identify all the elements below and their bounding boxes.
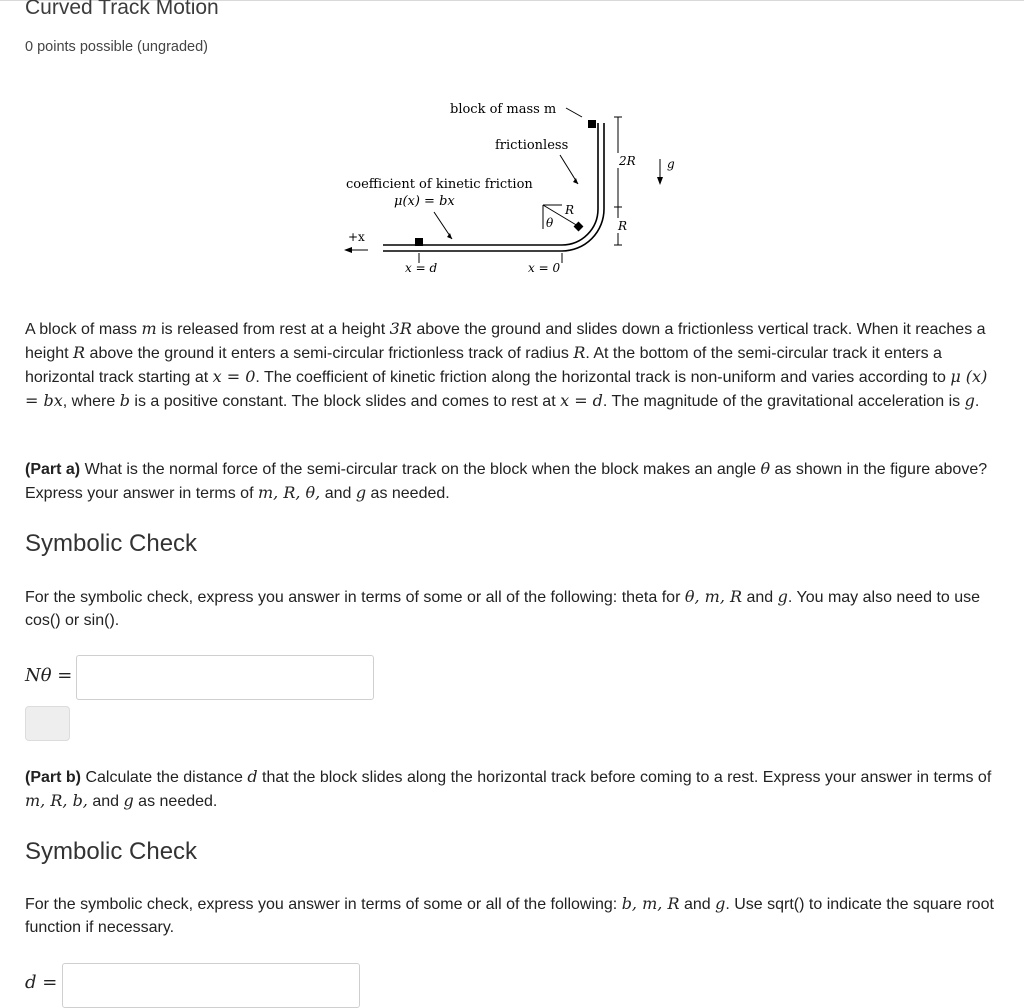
label-frictionless: frictionless — [495, 138, 569, 153]
part-a-question: (Part a) What is the normal force of the semi-circular track on the block when the block makes an angle θ as shown in the figure above? Express your answer in terms of m, R, θ, and g as needed. — [25, 459, 988, 502]
label-coefficient: coefficient of kinetic friction — [346, 177, 533, 192]
points-label: 0 points possible (ungraded) — [25, 39, 208, 55]
problem-statement: A block of mass m is released from rest at a height 3R above the ground and slides down a frictionless vertical track. When it reaches a height R above the ground it enters a semi-circular frictionless track of radius R. At the bottom of the semi-circular track it enters a horizontal track starting at x = 0. The coefficient of kinetic friction along the horizontal track is non-uniform and varies according to μ (x) = bx, where b is a positive constant. The block slides and comes to rest at x = d. The magnitude of the gravitational acceleration is g. — [25, 319, 988, 410]
label-theta: θ — [546, 216, 554, 230]
label-r-arc: R — [565, 203, 575, 217]
part-b-answer-input[interactable] — [62, 963, 360, 1008]
block-horizontal — [415, 238, 423, 246]
label-x-0: x = 0 — [528, 261, 561, 275]
part-b-section-title: Symbolic Check — [25, 838, 198, 865]
part-b-question: (Part b) Calculate the distance d that the block slides along the horizontal track before coming to a rest. Express your answer in terms of m, R, b, and g as needed. — [25, 767, 992, 810]
part-b-answer-label: d = — [25, 972, 58, 993]
label-block-mass: block of mass m — [450, 102, 557, 117]
label-2r: 2R — [619, 154, 636, 168]
label-x-d: x = d — [405, 261, 438, 275]
label-mu: μ(x) = bx — [394, 194, 455, 209]
part-b-check-instructions: For the symbolic check, express you answer in terms of some or all of the following: b, m, R and g. Use sqrt() to indicate the square root function if necessary. — [25, 894, 994, 936]
problem-title: Curved Track Motion — [25, 0, 219, 19]
part-a-answer-label: Nθ = — [25, 665, 73, 686]
part-a-preview-box — [25, 706, 70, 741]
problem-figure — [338, 99, 678, 276]
label-g: g — [667, 157, 675, 171]
part-a-check-instructions: For the symbolic check, express you answer in terms of some or all of the following: theta for θ, m, R and g. You may also need to use cos() or sin(). — [25, 587, 981, 629]
block-top — [588, 120, 596, 128]
part-a-section-title: Symbolic Check — [25, 530, 198, 557]
label-plus-x: +x — [348, 230, 365, 244]
part-a-answer-input[interactable] — [76, 655, 374, 700]
label-r-side: R — [618, 219, 628, 233]
track-diagram — [338, 99, 678, 276]
block-curve — [574, 222, 584, 232]
